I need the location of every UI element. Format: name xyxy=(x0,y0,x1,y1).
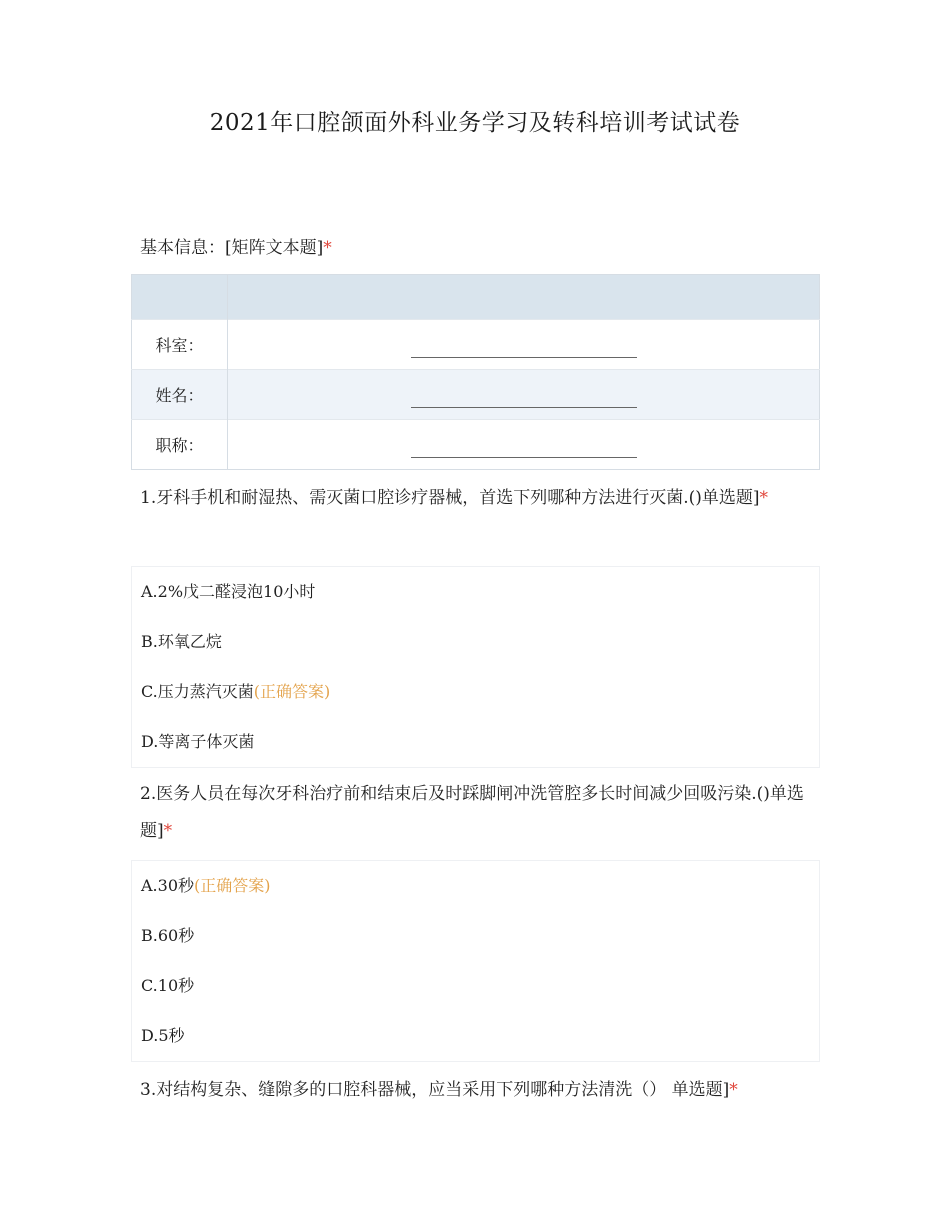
option-b[interactable] xyxy=(132,911,819,961)
table-row xyxy=(132,370,820,420)
required-mark: * xyxy=(729,1080,738,1100)
table-row xyxy=(132,420,820,470)
required-mark: * xyxy=(163,821,173,841)
option-label: A.30秒 xyxy=(141,876,195,895)
fill-line[interactable] xyxy=(411,381,637,408)
option-label: C.10秒 xyxy=(141,976,195,995)
row-label: 职称： xyxy=(132,420,228,470)
option-d[interactable] xyxy=(132,1011,819,1061)
required-mark: * xyxy=(323,238,332,258)
table-header-cell xyxy=(132,275,228,320)
table-row xyxy=(132,320,820,370)
document-title: 2021年口腔颌面外科业务学习及转科培训考试试卷 xyxy=(209,110,741,136)
question-2-text xyxy=(140,776,820,850)
option-c[interactable] xyxy=(132,667,819,717)
option-label: A.2%戊二醛浸泡10小时 xyxy=(141,582,316,601)
basic-info-table xyxy=(131,274,820,470)
fill-line[interactable] xyxy=(411,331,637,358)
row-label: 科室： xyxy=(132,320,228,370)
question-2-options xyxy=(131,860,820,1062)
basic-info-text: 基本信息：[矩阵文本题] xyxy=(140,238,324,258)
option-d[interactable] xyxy=(132,717,819,767)
option-label: C.压力蒸汽灭菌 xyxy=(141,682,254,701)
title-input[interactable] xyxy=(228,420,820,470)
option-label: D.等离子体灭菌 xyxy=(141,732,255,751)
option-label: B.环氧乙烷 xyxy=(141,632,222,651)
question-1-text xyxy=(140,480,820,517)
correct-answer-tag: (正确答案) xyxy=(194,876,271,895)
fill-line[interactable] xyxy=(411,431,637,458)
option-b[interactable] xyxy=(132,617,819,667)
option-label: D.5秒 xyxy=(141,1026,185,1045)
table-header-row xyxy=(132,275,820,320)
question-text: 1.牙科手机和耐湿热、需灭菌口腔诊疗器械，首选下列哪种方法进行灭菌.()单选题] xyxy=(140,488,760,508)
option-a[interactable] xyxy=(132,861,819,911)
question-text: 2.医务人员在每次牙科治疗前和结束后及时踩脚闸冲洗管腔多长时间减少回吸污染.()单选题] xyxy=(140,784,804,841)
row-label: 姓名： xyxy=(132,370,228,420)
department-input[interactable] xyxy=(228,320,820,370)
option-label: B.60秒 xyxy=(141,926,195,945)
question-3-text xyxy=(140,1072,820,1109)
option-a[interactable] xyxy=(132,567,819,617)
question-1-options xyxy=(131,566,820,768)
table-header-cell xyxy=(228,275,820,320)
name-input[interactable] xyxy=(228,370,820,420)
option-c[interactable] xyxy=(132,961,819,1011)
correct-answer-tag: (正确答案) xyxy=(253,682,331,701)
basic-info-label xyxy=(140,230,820,267)
question-text: 3.对结构复杂、缝隙多的口腔科器械，应当采用下列哪种方法清洗（） 单选题] xyxy=(140,1080,730,1100)
required-mark: * xyxy=(759,488,769,508)
